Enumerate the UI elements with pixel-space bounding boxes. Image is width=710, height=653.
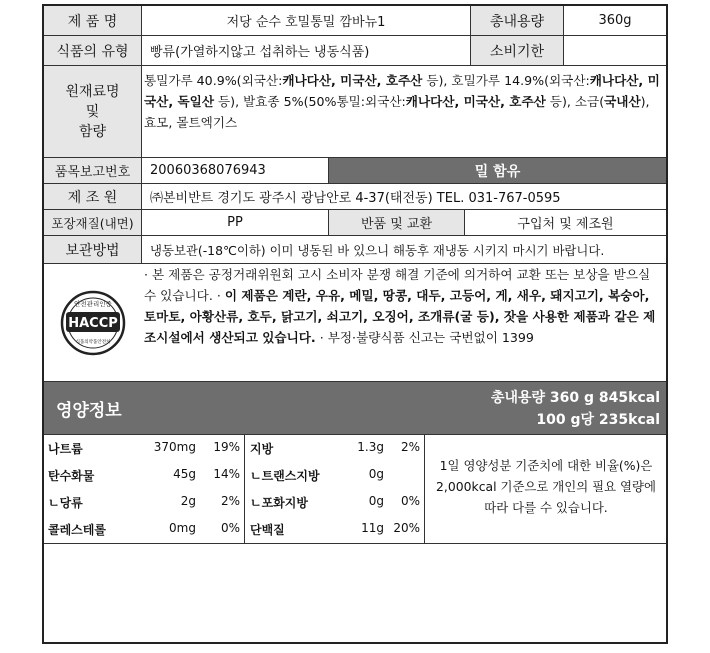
- haccp-logo: [60, 290, 126, 356]
- food-type-label: 식품의 유형: [44, 36, 142, 65]
- nutrition-name: ㄴ포화지방: [250, 496, 308, 510]
- food-type-value: 빵류(가열하지않고 섭취하는 냉동식품): [150, 45, 370, 60]
- nutrition-amount: 11g: [361, 521, 384, 535]
- row-ingredients: [44, 66, 666, 158]
- row-product-name: [44, 6, 666, 36]
- nutrition-pct: 20%: [393, 521, 420, 535]
- nutrition-title: 영양정보: [56, 401, 122, 421]
- expiry-label: 소비기한: [470, 36, 564, 65]
- nutrition-row: [244, 516, 424, 542]
- volume-label: 총내용량: [470, 6, 564, 35]
- nutrition-pct: 2%: [220, 494, 240, 508]
- label-frame: [42, 4, 668, 644]
- nutrition-amount: 0g: [368, 494, 384, 508]
- row-food-type: [44, 36, 666, 66]
- nutrition-row: [44, 516, 244, 542]
- row-notice: [44, 264, 666, 382]
- return-label: 반품 및 교환: [328, 210, 464, 235]
- nutrition-row: [44, 435, 244, 461]
- nutrition-note: 1일 영양성분 기준치에 대한 비율(%)은 2,000kcal 기준으로 개인의 필요 열량에 따라 다를 수 있습니다.: [436, 458, 656, 515]
- nutrition-per-100g: 100 g당 235kcal: [536, 412, 660, 428]
- storage-value: 냉동보관(-18℃이하) 이미 냉동된 바 있으니 해동후 재냉동 시키지 마시기 바랍니다.: [150, 242, 605, 258]
- report-number-label: 품목보고번호: [44, 158, 142, 183]
- nutrition-row: [44, 462, 244, 488]
- ingredients-label-line1: 원재료명: [65, 83, 120, 100]
- nutrition-table: [44, 434, 666, 544]
- nutrition-amount: 45g: [173, 467, 196, 481]
- nutrition-header: [44, 382, 666, 434]
- notice-text-segment: 이 제품은 계란, 우유, 메밀, 땅콩, 대두, 고등어, 게, 새우, 돼지고기, 복숭아, 토마토, 아황산류, 호두, 닭고기, 쇠고기, 오징어, 조개류(굴 등), 잣을 사용한 제품과 같은 제조시설에서 생산되고 있습니다.: [144, 288, 656, 345]
- ingred-text-segment: 등), 소금(: [545, 94, 605, 109]
- haccp-top-text: 안전관리인증: [74, 300, 112, 308]
- nutrition-right-column: [244, 435, 425, 543]
- product-name-value: 저당 순수 호밀통밀 깜바뉴1: [226, 15, 386, 30]
- nutrition-name: ㄴ당류: [48, 496, 83, 510]
- notice-text-segment: · 본 제품은 공정거래위원회 고시 소비자 분쟁 해결 기준에 의거하여 교환 또는 보상을 받으실 수 있습니다. ·: [144, 267, 651, 303]
- nutrition-pct: 19%: [213, 440, 240, 454]
- nutrition-pct: 0%: [220, 521, 240, 535]
- notice-text-segment: · 부정·불량식품 신고는 국번없이 1399: [315, 330, 534, 345]
- nutrition-amount: 0g: [368, 467, 384, 481]
- nutrition-row: [44, 489, 244, 515]
- ingred-text-segment: 등), 발효종 5%(50%통밀:외국산:: [214, 94, 406, 109]
- allergen-header: 밀 함유: [328, 158, 666, 183]
- nutrition-amount: 2g: [180, 494, 196, 508]
- return-value: 구입처 및 제조원: [464, 210, 666, 235]
- nutrition-left-column: [44, 435, 245, 543]
- nutrition-name: 나트륨: [48, 442, 83, 456]
- nutrition-total: 총내용량 360 g 845kcal: [490, 390, 660, 406]
- ingredients-label: [44, 66, 142, 157]
- nutrition-row: [244, 489, 424, 515]
- nutrition-amount: 0mg: [169, 521, 196, 535]
- nutrition-pct: 2%: [400, 440, 420, 454]
- haccp-main-text: HACCP: [68, 316, 118, 331]
- nutrition-row: [244, 435, 424, 461]
- ingred-text-segment: ), 효모, 몰트엑기스: [144, 94, 650, 130]
- nutrition-pct: 0%: [400, 494, 420, 508]
- row-storage: [44, 236, 666, 264]
- manufacturer-label: 제 조 원: [44, 184, 142, 209]
- ingred-text-segment: 캐나다산, 미국산, 호주산: [405, 94, 546, 109]
- manufacturer-value: ㈜본비반트 경기도 광주시 광남안로 4-37(태전동) TEL. 031-767-0595: [150, 191, 561, 206]
- packaging-label: 포장재질(내면): [44, 210, 142, 235]
- nutrition-name: 탄수화물: [48, 469, 95, 483]
- nutrition-pct: 14%: [213, 467, 240, 481]
- row-manufacturer: [44, 184, 666, 210]
- haccp-bottom-text: 식품의약품안전처: [75, 340, 111, 345]
- report-number-value: 20060368076943: [150, 163, 266, 178]
- nutrition-name: 콜레스테롤: [48, 523, 106, 537]
- ingred-text-segment: 통밀가루 40.9%(외국산:: [144, 73, 283, 88]
- ingredients-text: [144, 70, 664, 133]
- ingred-text-segment: 캐나다산, 미국산, 독일산: [144, 73, 660, 109]
- nutrition-name: ㄴ트랜스지방: [250, 469, 320, 483]
- volume-value: 360g: [598, 13, 632, 28]
- row-report-number: [44, 158, 666, 184]
- nutrition-name: 지방: [250, 442, 274, 456]
- notice-text: [144, 264, 664, 348]
- packaging-value: PP: [227, 215, 243, 230]
- nutrition-row: [244, 462, 424, 488]
- ingred-text-segment: 캐나다산, 미국산, 호주산: [282, 73, 423, 88]
- product-name-label: 제 품 명: [44, 6, 142, 35]
- nutrition-name: 단백질: [250, 523, 285, 537]
- nutrition-amount: 1.3g: [357, 440, 384, 454]
- expiry-value: [564, 36, 666, 65]
- ingredients-label-line3: 함량: [78, 123, 107, 140]
- storage-label: 보관방법: [44, 236, 142, 263]
- ingred-text-segment: 국내산: [604, 94, 641, 109]
- row-packaging: [44, 210, 666, 236]
- nutrition-amount: 370mg: [153, 440, 196, 454]
- ingredients-label-line2: 및: [85, 103, 100, 120]
- ingred-text-segment: 등), 호밀가루 14.9%(외국산:: [422, 73, 590, 88]
